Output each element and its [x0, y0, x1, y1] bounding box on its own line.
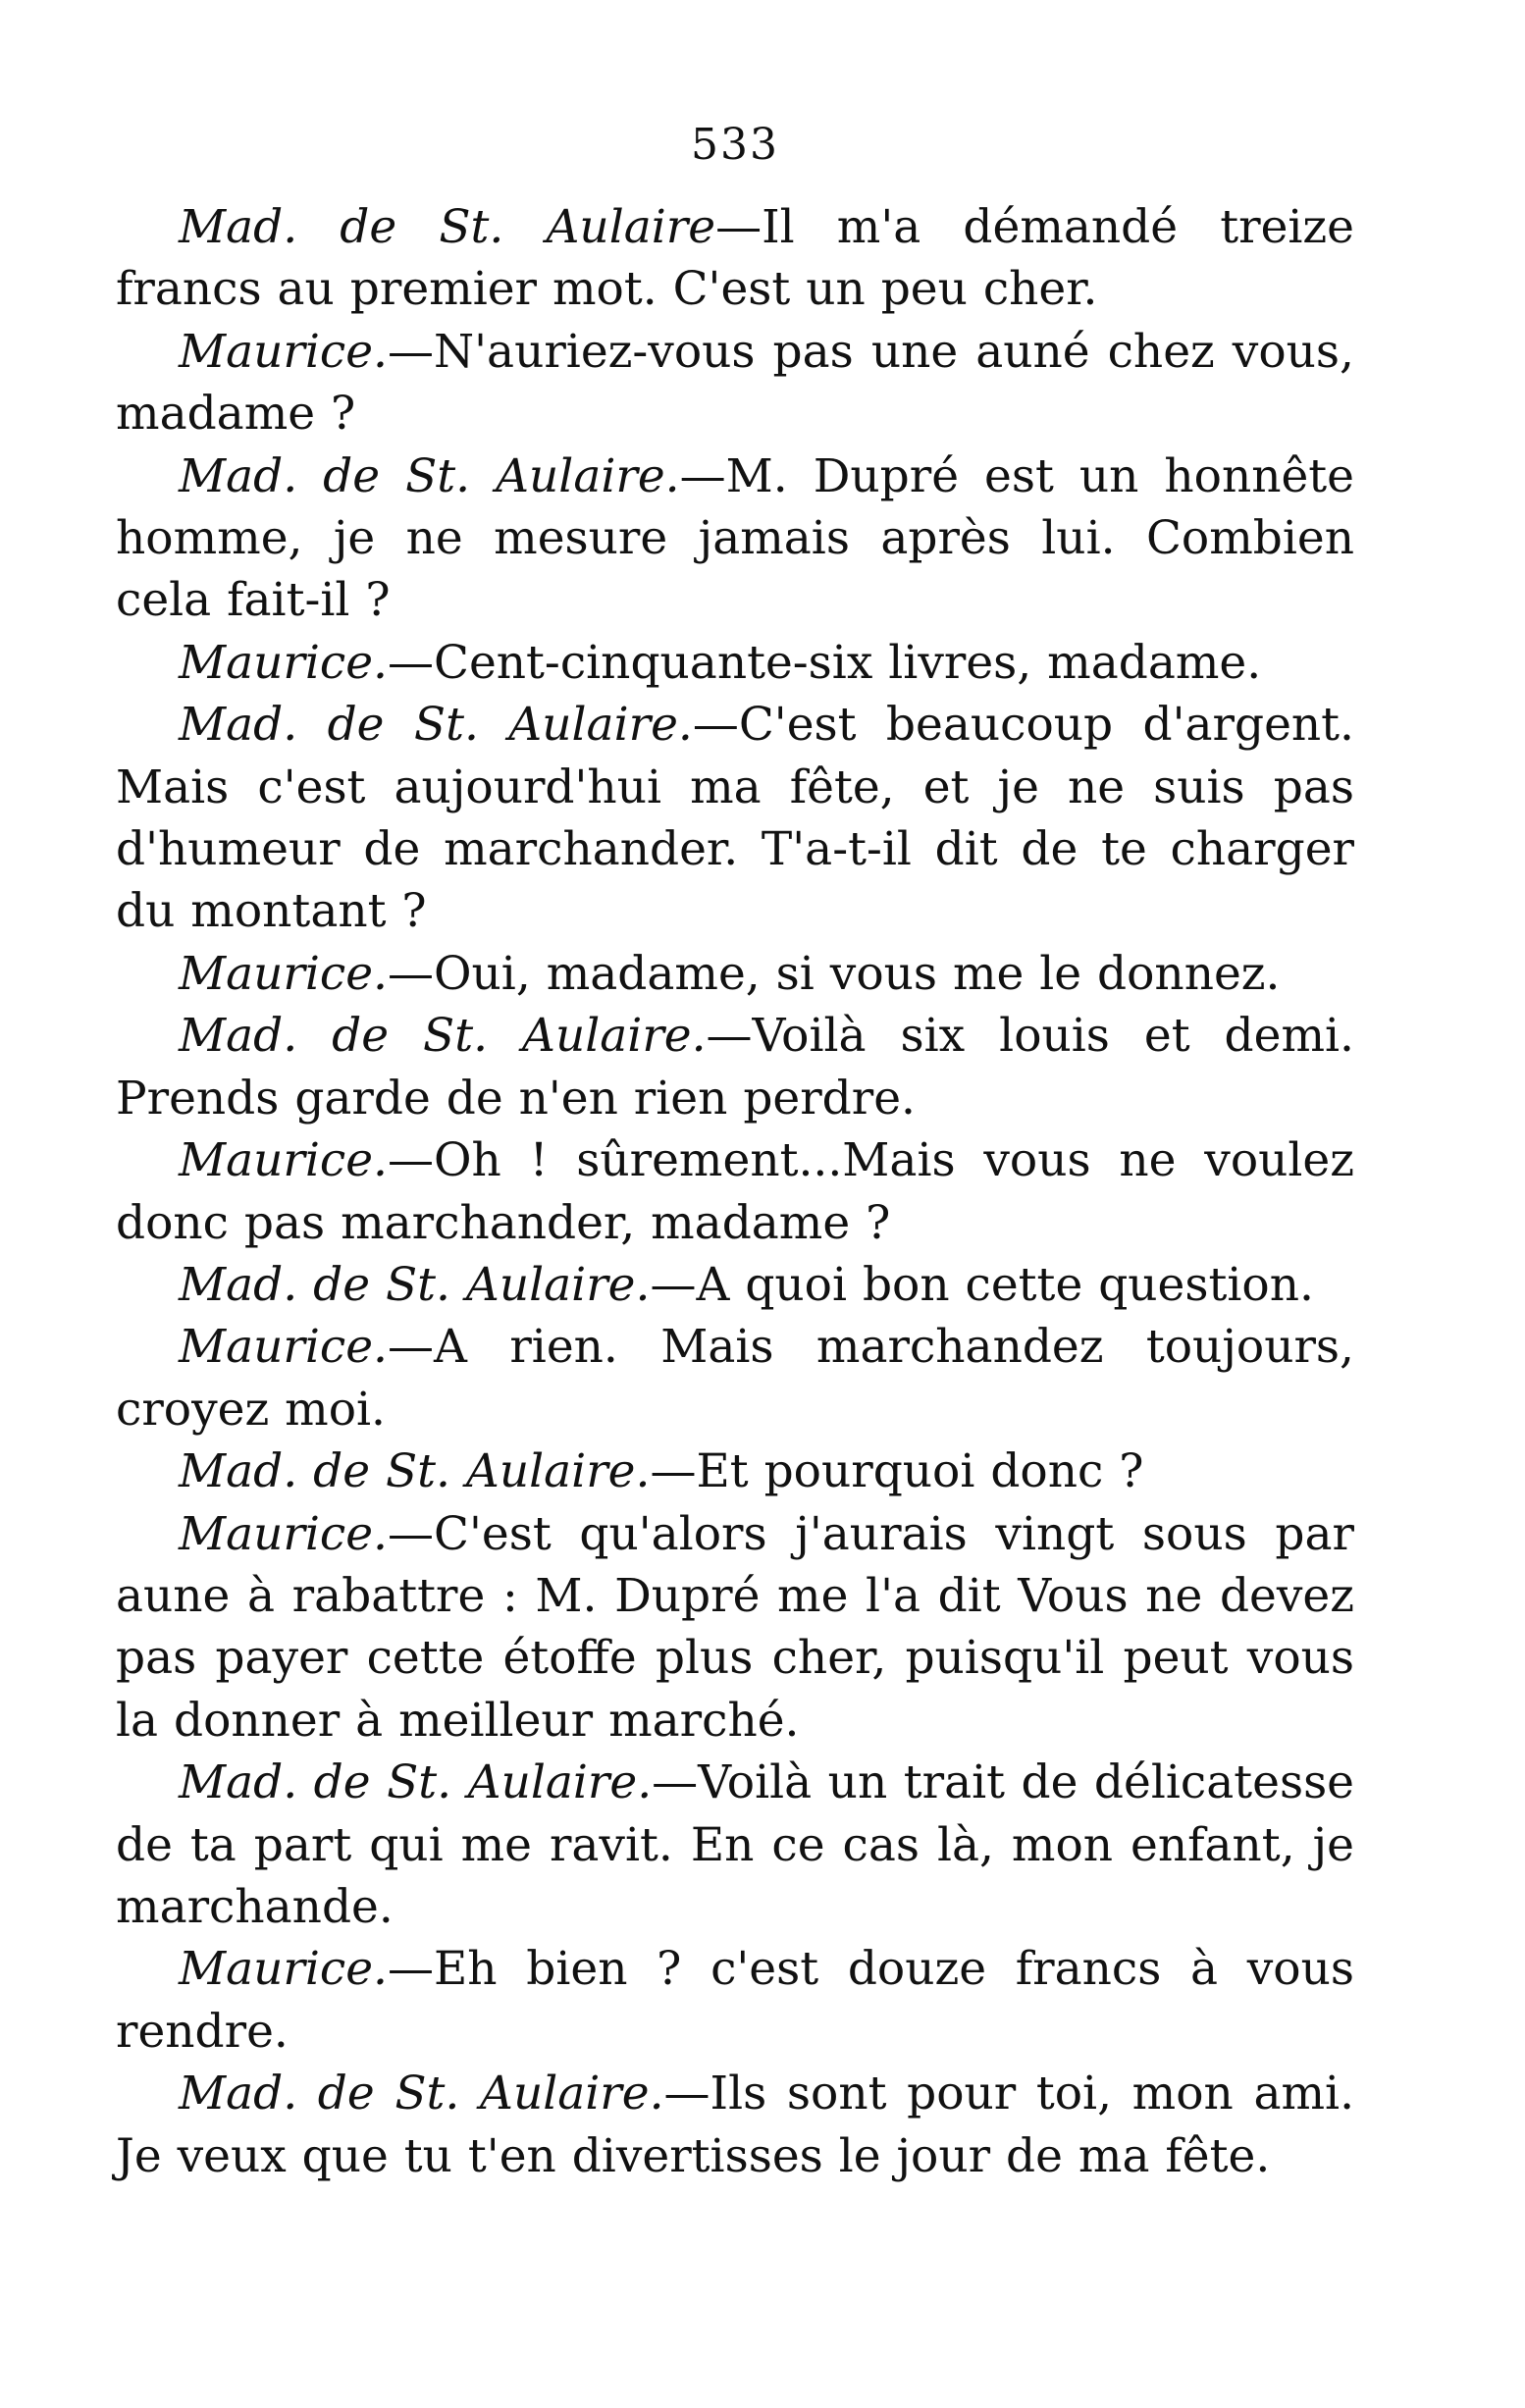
dialogue-line: [116, 1005, 1354, 1129]
speaker-name: Mad. de St. Aulaire.: [179, 1257, 651, 1312]
dialogue-line: [116, 1129, 1354, 1254]
speaker-name: Mad. de St. Aulaire.: [179, 1755, 653, 1810]
speech-text: —Ils sont pour toi, mon ami. Je veux que tu t'en divertisses le jour de ma fête.: [116, 2067, 1355, 2183]
speech-text: —A quoi bon cette question.: [650, 1257, 1314, 1312]
speaker-name: Mad. de St. Aulaire.: [179, 2067, 664, 2121]
speech-text: —Il m'a démandé treize francs au premier mot. C'est un peu cher.: [116, 200, 1354, 317]
speech-text: —Oui, madame, si vous me le donnez.: [388, 946, 1281, 1001]
speech-text: —Cent-cinquante-six livres, madame.: [388, 635, 1262, 690]
speech-text: —Voilà un trait de délicatesse de ta part qui me ravit. En ce cas là, mon enfant, je marchande.: [116, 1755, 1354, 1934]
speaker-name: Mad. de St. Aulaire.: [179, 448, 680, 503]
dialogue-line: [116, 1316, 1354, 1440]
speech-text: —Et pourquoi donc ?: [650, 1444, 1144, 1499]
speaker-name: Mad. de St. Aulaire: [179, 200, 716, 254]
dialogue-line: [116, 1503, 1354, 1753]
dialogue-line: [116, 1254, 1354, 1316]
speaker-name: Maurice.: [179, 1506, 388, 1561]
speech-text: —C'est qu'alors j'aurais vingt sous par aune à rabattre : M. Dupré me l'a dit Vous ne devez pas payer cette étoffe plus cher, puisqu'il peut vous la donner à meilleur marché.: [116, 1506, 1354, 1748]
speaker-name: Mad. de St. Aulaire.: [179, 1444, 651, 1499]
dialogue-line: [116, 445, 1354, 632]
dialogue-line: [116, 1440, 1354, 1502]
speech-text: —Voilà six louis et demi. Prends garde de n'en rien perdre.: [116, 1009, 1354, 1125]
speech-text: —N'auriez-vous pas une auné chez vous, madame ?: [116, 324, 1354, 442]
speaker-name: Maurice.: [179, 946, 388, 1001]
dialogue-line: [116, 632, 1354, 694]
speech-text: —Oh ! sûrement...Mais vous ne voulez donc pas marchander, madame ?: [116, 1133, 1354, 1250]
speech-text: —A rien. Mais marchandez toujours, croyez moi.: [116, 1320, 1354, 1437]
speech-text: —Eh bien ? c'est douze francs à vous rendre.: [116, 1942, 1354, 2059]
dialogue-line: [116, 943, 1354, 1005]
page-number: 533: [691, 120, 779, 170]
dialogue-line: [116, 694, 1354, 943]
dialogue: [116, 196, 1354, 2187]
speaker-name: Mad. de St. Aulaire.: [179, 698, 693, 753]
speaker-name: Maurice.: [179, 1320, 388, 1375]
dialogue-line: [116, 1938, 1354, 2063]
dialogue-line: [116, 2063, 1354, 2187]
speaker-name: Mad. de St. Aulaire.: [179, 1009, 707, 1064]
speaker-name: Maurice.: [179, 1133, 388, 1188]
speaker-name: Maurice.: [179, 324, 388, 379]
book-page: [116, 116, 1354, 2353]
speech-text: —M. Dupré est un honnête homme, je ne mesure jamais après lui. Combien cela fait-il ?: [116, 448, 1354, 628]
speech-text: —C'est beaucoup d'argent. Mais c'est aujourd'hui ma fête, et je ne suis pas d'humeur de marchander. T'a-t-il dit de te charger du montant ?: [116, 698, 1354, 939]
speaker-name: Maurice.: [179, 1942, 388, 1997]
dialogue-line: [116, 321, 1354, 445]
speaker-name: Maurice.: [179, 635, 388, 690]
dialogue-line: [116, 1752, 1354, 1938]
dialogue-line: [116, 196, 1354, 321]
